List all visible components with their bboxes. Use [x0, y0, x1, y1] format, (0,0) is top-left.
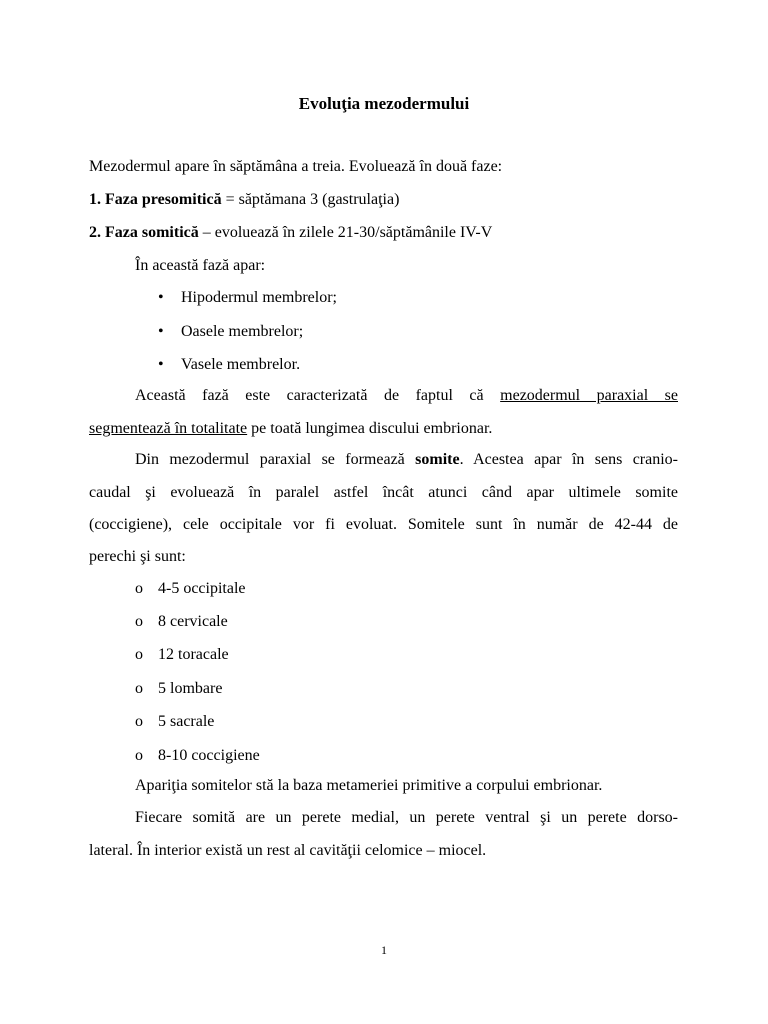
- list-item-text: 5 lombare: [158, 680, 223, 697]
- list-item-text: 8-10 coccigiene: [158, 747, 260, 764]
- circle-bullet-icon: o: [135, 713, 143, 730]
- phase-2-line: [89, 223, 492, 243]
- underlined-text: segmentează în totalitate: [89, 420, 248, 437]
- paragraph-line: [135, 450, 678, 470]
- intro-paragraph: Mezodermul apare în săptămâna a treia. Evoluează în două faze:: [89, 158, 503, 175]
- paragraph-line: [89, 419, 492, 439]
- phase-2-text: – evoluează în zilele 21-30/săptămânile IV-V: [198, 224, 493, 241]
- phase-1-text: = săptămana 3 (gastrulaţia): [221, 191, 400, 208]
- circle-bullet-icon: o: [135, 613, 143, 630]
- underlined-text: mezodermul paraxial se: [500, 387, 678, 404]
- paragraph-metameria: Apariţia somitelor stă la baza metameriei primitive a corpului embrionar.: [135, 777, 603, 794]
- bullet-icon: •: [158, 323, 164, 340]
- bullet-text: Hipodermul membrelor;: [181, 289, 337, 306]
- bullet-text: Oasele membrelor;: [181, 323, 304, 340]
- paragraph-text: Această fază este caracterizată de faptul că: [135, 387, 501, 404]
- paragraph-line: [135, 386, 678, 406]
- paragraph-text: Din mezodermul paraxial se formează: [135, 451, 416, 468]
- paragraph-line: perechi şi sunt:: [89, 548, 186, 565]
- list-item-text: 5 sacrale: [158, 713, 215, 730]
- paragraph-text: . Acestea apar în sens cranio-: [459, 451, 679, 468]
- phase-2-intro: În această fază apar:: [135, 257, 266, 274]
- bold-term: somite: [415, 451, 460, 468]
- bullet-icon: •: [158, 356, 164, 373]
- phase-2-label: 2. Faza somitică: [89, 224, 199, 241]
- paragraph-line: lateral. În interior există un rest al cavităţii celomice – miocel.: [89, 842, 487, 859]
- page-title: Evoluţia mezodermului: [298, 94, 470, 113]
- circle-bullet-icon: o: [135, 680, 143, 697]
- circle-bullet-icon: o: [135, 646, 143, 663]
- bullet-icon: •: [158, 289, 164, 306]
- paragraph-text: pe toată lungimea discului embrionar.: [247, 420, 493, 437]
- circle-bullet-icon: o: [135, 580, 143, 597]
- list-item-text: 12 toracale: [158, 646, 229, 663]
- list-item-text: 4-5 occipitale: [158, 580, 246, 597]
- paragraph-line: caudal şi evoluează în paralel astfel încât atunci când apar ultimele somite: [89, 484, 678, 501]
- list-item-text: 8 cervicale: [158, 613, 228, 630]
- page-number: 1: [381, 943, 387, 957]
- phase-1-line: [89, 190, 399, 210]
- paragraph-line: (coccigiene), cele occipitale vor fi evoluat. Somitele sunt în număr de 42-44 de: [89, 516, 678, 533]
- circle-bullet-icon: o: [135, 747, 143, 764]
- phase-1-label: 1. Faza presomitică: [89, 191, 222, 208]
- bullet-text: Vasele membrelor.: [181, 356, 301, 373]
- paragraph-line: Fiecare somită are un perete medial, un perete ventral şi un perete dorso-: [135, 809, 678, 826]
